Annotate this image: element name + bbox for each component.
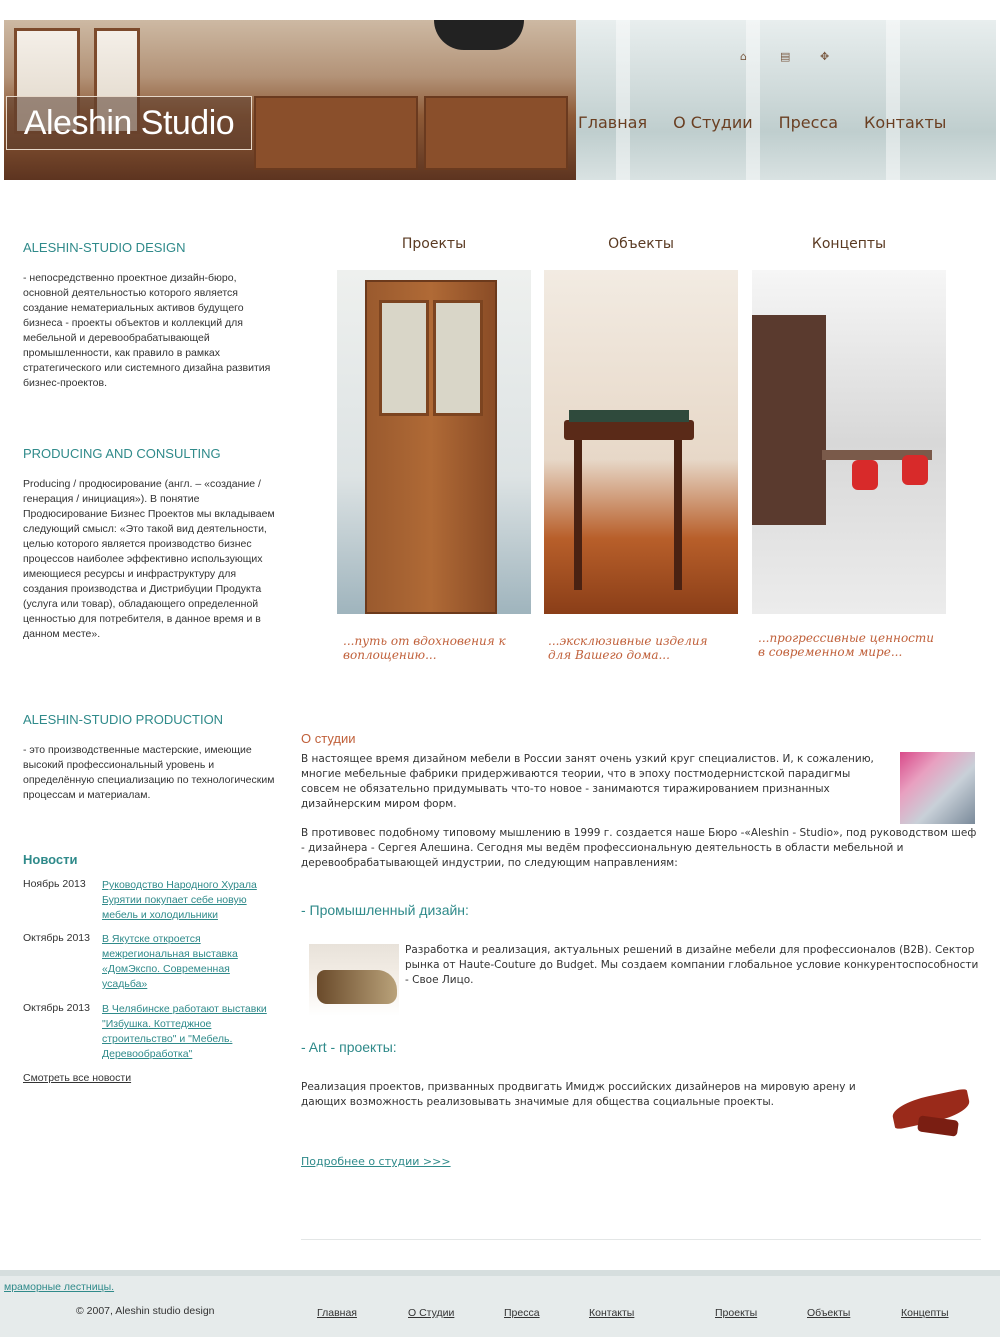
footer [0,1270,1000,1337]
logo-text: Aleshin Studio [23,103,235,142]
news-link[interactable]: В Якутске откроется межрегиональная выставка «ДомЭкспо. Современная усадьба» [102,933,238,990]
main-nav [578,113,946,132]
category-projects-image[interactable] [337,270,531,614]
content-divider [301,1239,981,1240]
logo[interactable] [6,96,252,150]
industrial-design-text: Разработка и реализация, актуальных решений в дизайне мебели для профессионалов (B2B). Сектор рынка от Haute-Couture до Budget. Мы создаем компании глобальное условие конкурентоспособности - Свое Лицо. [405,944,979,986]
nav-home[interactable]: Главная [578,113,648,132]
category-projects-caption: ...путь от вдохновения к воплощению... [343,634,506,662]
studio-paragraph-2: В противовес подобному типовому мышлению в 1999 г. создается наше Бюро -«Aleshin - Studio», под руководством шеф - дизайнера - Сергея Алешина. Сегодня мы ведём профессиональную деятельность в области мебельной и деревообрабатывающей индустрии, по следующим направлениям: [301,827,977,869]
category-objects-image[interactable] [544,270,738,614]
category-concepts-label[interactable]: Концепты [811,236,887,252]
news-title: Новости [23,852,78,867]
art-projects-heading: - Art - проекты: [301,1039,397,1055]
news-link[interactable]: В Челябинске работают выставки "Избушка. Коттеджное строительство" и "Мебель. Деревообработка" [102,1003,267,1060]
footer-link-objects[interactable]: Объекты [807,1307,851,1319]
producing-section-text: Producing / продюсирование (англ. – «создание / генерация / инициация»). В понятие Продюсирование Бизнес Проектов мы вкладываем следующий смысл: «Это такой вид деятельности, целью которого является производство бизнес процессов наиболее эффективно использующих имеющиеся ресурсы и инфраструктуру для создания производства и Дистрибуции Продукта (услуга или товар), обладающего определенной ценностью для потребителя, в данное время и в данном месте». [23,478,275,640]
design-section-text: - непосредственно проектное дизайн-бюро, основной деятельностью которого является создание нематериальных активов будущего бизнеса - проекты объектов и коллекций для мебельной и деревообрабатывающей промышленности, как правило в рамках стратегического или системного дизайна развития бизнес-проектов. [23,272,271,389]
exhibition-photo [900,752,975,824]
footer-top-link[interactable]: мраморные лестницы. [4,1281,115,1293]
production-section-text: - это производственные мастерские, имеющие высокий профессиональный уровень и определённую специализацию по технологическим процессам и материалам. [23,744,275,801]
news-date: Ноябрь 2013 [23,878,86,890]
nav-about[interactable]: О Студии [673,113,753,132]
category-concepts-caption: ...прогрессивные ценности в современном мире... [758,631,935,659]
all-news-link[interactable]: Смотреть все новости [23,1072,132,1084]
nav-contacts[interactable]: Контакты [864,113,947,132]
footer-link-home[interactable]: Главная [317,1307,357,1319]
category-objects-label[interactable]: Объекты [608,236,674,252]
header [4,20,996,180]
nav-press[interactable]: Пресса [778,113,839,132]
contact-icon[interactable]: ✥ [820,50,830,63]
industrial-design-heading: - Промышленный дизайн: [301,902,469,918]
footer-link-press[interactable]: Пресса [504,1307,540,1319]
sofa-image [309,944,399,1016]
sitemap-icon[interactable]: ▤ [780,50,791,63]
copyright: © 2007, Aleshin studio design [76,1305,215,1317]
category-objects-caption: ...эксклюзивные изделия для Вашего дома... [548,634,708,662]
chair-image [888,1078,976,1146]
news-date: Октябрь 2013 [23,1002,90,1014]
footer-link-projects[interactable]: Проекты [715,1307,758,1319]
news-date: Октябрь 2013 [23,932,90,944]
art-projects-text: Реализация проектов, призванных продвигать Имидж российских дизайнеров на мировую арену и дающих возможность реализовывать значимые для общества социальные проекты. [301,1081,856,1108]
footer-link-concepts[interactable]: Концепты [901,1307,949,1319]
home-icon[interactable]: ⌂ [740,50,747,63]
header-interior-photo [576,20,996,180]
studio-paragraph-1: В настоящее время дизайном мебели в России занят очень узкий круг специалистов. И, к сожалению, многие мебельные фабрики придерживаются теории, что в эпоху постмодернистской парадигмы совсем не обязательно придумывать что-то новое - занимаются тиражированием признанных дизайнерским миром форм. [301,753,874,810]
more-about-studio-link[interactable]: Подробнее о студии >>> [301,1155,451,1168]
studio-heading: О студии [301,731,356,746]
footer-link-contacts[interactable]: Контакты [589,1307,635,1319]
news-link[interactable]: Руководство Народного Хурала Бурятии покупает себе новую мебель и холодильники [102,879,257,921]
category-concepts-image[interactable] [752,270,946,614]
design-section-title: ALESHIN-STUDIO DESIGN [23,240,186,255]
producing-section-title: PRODUCING AND CONSULTING [23,446,221,461]
category-projects-label[interactable]: Проекты [401,236,467,252]
production-section-title: ALESHIN-STUDIO PRODUCTION [23,712,224,727]
footer-link-about[interactable]: О Студии [408,1307,455,1319]
